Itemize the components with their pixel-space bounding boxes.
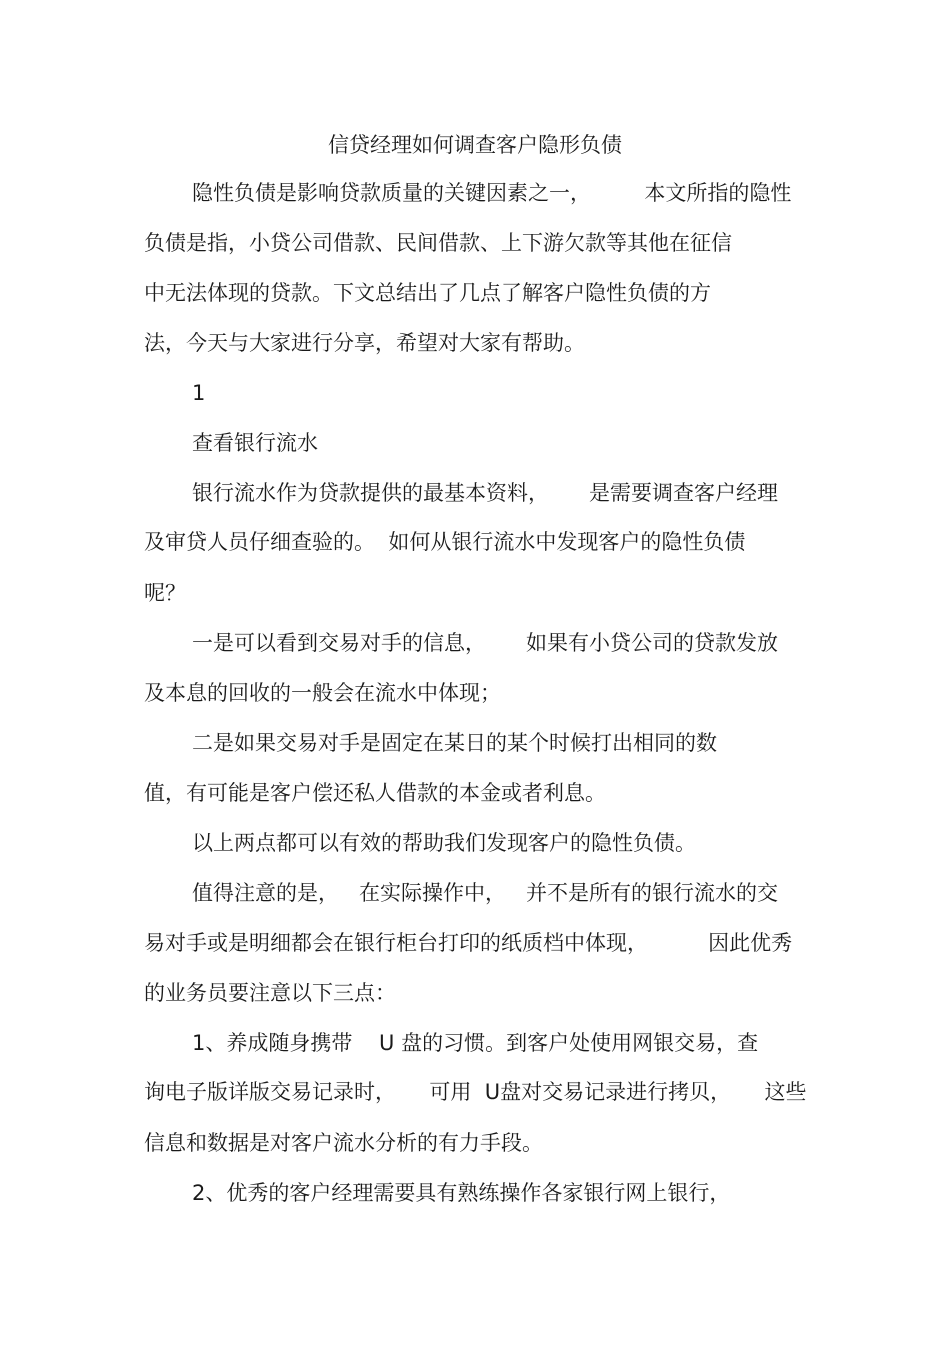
paragraph-line: 2、优秀的客户经理需要具有熟练操作各家银行网上银行， [192, 1181, 731, 1205]
paragraph-line: 呢？ [144, 581, 186, 605]
paragraph-line: 一是可以看到交易对手的信息， 如果有小贷公司的贷款发放 [192, 631, 779, 655]
section-heading: 查看银行流水 [192, 431, 318, 455]
document-title: 信贷经理如何调查客户隐形负债 [328, 133, 622, 157]
paragraph-line: 负债是指，小贷公司借款、民间借款、上下游欠款等其他在征信 [144, 231, 732, 255]
paragraph-line: 询电子版详版交易记录时， 可用 U盘对交易记录进行拷贝， 这些 [144, 1080, 807, 1104]
paragraph-line: 隐性负债是影响贷款质量的关键因素之一， 本文所指的隐性 [192, 181, 792, 205]
section-number: 1 [192, 381, 206, 405]
paragraph-line: 值，有可能是客户偿还私人借款的本金或者利息。 [144, 781, 606, 805]
paragraph-line: 信息和数据是对客户流水分析的有力手段。 [144, 1131, 543, 1155]
paragraph-line: 二是如果交易对手是固定在某日的某个时候打出相同的数 [192, 731, 717, 755]
paragraph-line: 及审贷人员仔细查验的。 如何从银行流水中发现客户的隐性负债 [144, 530, 746, 554]
paragraph-line: 法，今天与大家进行分享，希望对大家有帮助。 [144, 331, 585, 355]
paragraph-line: 银行流水作为贷款提供的最基本资料， 是需要调查客户经理 [192, 481, 779, 505]
paragraph-line: 易对手或是明细都会在银行柜台打印的纸质档中体现， 因此优秀 [144, 931, 793, 955]
paragraph-line: 1、养成随身携带 U 盘的习惯。到客户处使用网银交易，查 [192, 1031, 759, 1055]
paragraph-line: 及本息的回收的一般会在流水中体现； [144, 681, 501, 705]
paragraph-line: 值得注意的是， 在实际操作中， 并不是所有的银行流水的交 [192, 881, 779, 905]
paragraph-line: 以上两点都可以有效的帮助我们发现客户的隐性负债。 [192, 831, 696, 855]
paragraph-line: 中无法体现的贷款。下文总结出了几点了解客户隐性负债的方 [144, 281, 711, 305]
paragraph-line: 的业务员要注意以下三点： [144, 981, 396, 1005]
